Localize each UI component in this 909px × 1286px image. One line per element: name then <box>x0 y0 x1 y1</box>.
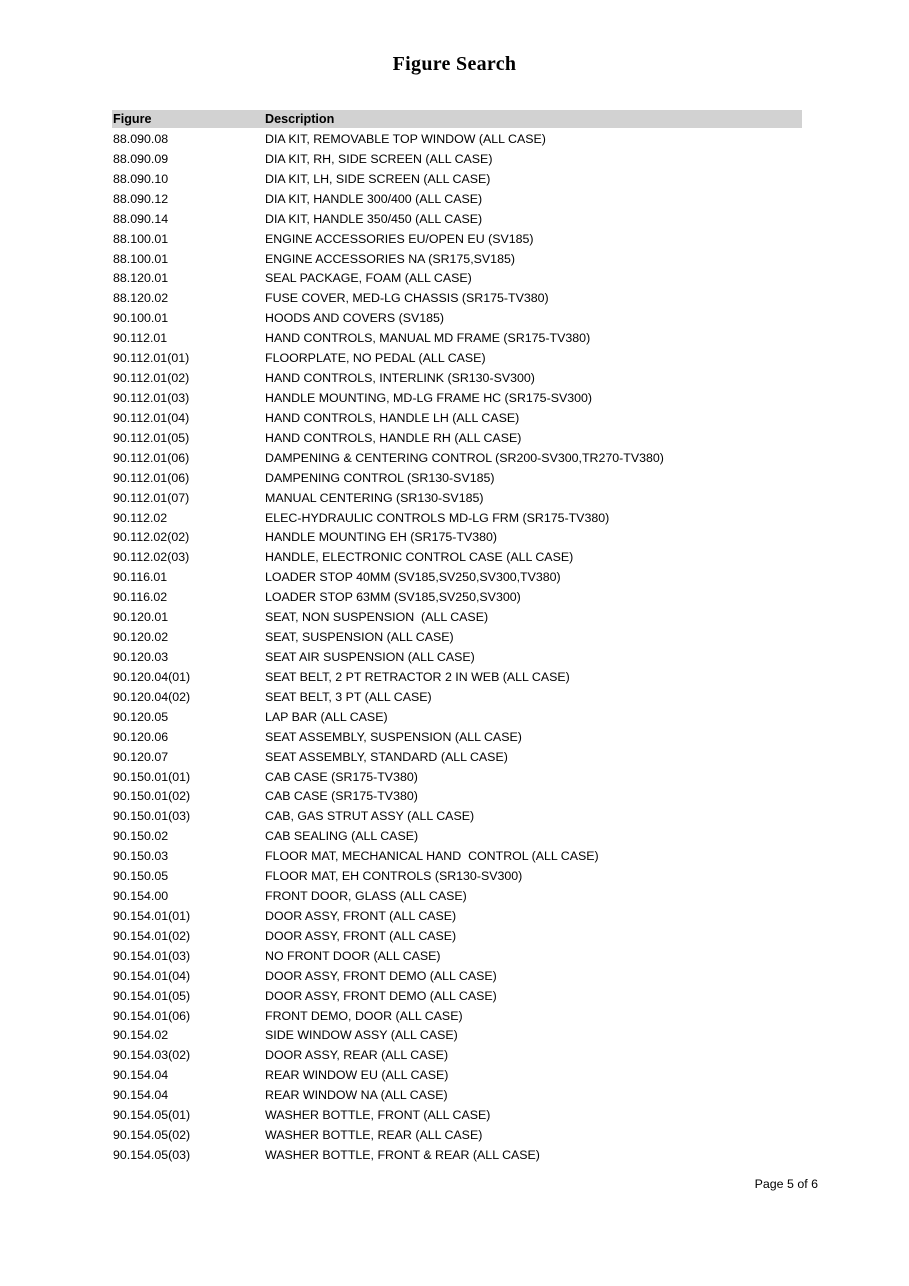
table-row[interactable] <box>112 887 802 907</box>
cell-figure[interactable]: 90.120.04(02) <box>113 689 191 704</box>
table-row[interactable] <box>112 668 802 688</box>
cell-description[interactable]: HAND CONTROLS, INTERLINK (SR130-SV300) <box>265 371 535 386</box>
table-row[interactable] <box>112 927 802 947</box>
cell-description[interactable]: HANDLE MOUNTING, MD-LG FRAME HC (SR175-SV300) <box>265 390 593 405</box>
table-row[interactable] <box>112 1106 802 1126</box>
cell-description[interactable]: SEAT, NON SUSPENSION (ALL CASE) <box>265 610 489 625</box>
cell-description[interactable]: LOADER STOP 40MM (SV185,SV250,SV300,TV380) <box>265 570 561 585</box>
cell-figure[interactable]: 90.112.01(02) <box>113 371 190 386</box>
cell-description[interactable]: DIA KIT, REMOVABLE TOP WINDOW (ALL CASE) <box>265 132 546 146</box>
table-row[interactable] <box>112 190 802 210</box>
cell-description[interactable]: SEAT BELT, 2 PT RETRACTOR 2 IN WEB (ALL CASE) <box>265 669 570 684</box>
cell-description[interactable]: SEAT, SUSPENSION (ALL CASE) <box>265 630 454 645</box>
table-row[interactable] <box>112 947 802 967</box>
cell-figure[interactable]: 90.154.01(02) <box>113 928 191 943</box>
cell-figure[interactable]: 90.150.01(02) <box>113 789 191 804</box>
cell-description[interactable]: HANDLE, ELECTRONIC CONTROL CASE (ALL CASE) <box>265 550 574 565</box>
table-row[interactable] <box>112 449 802 469</box>
cell-figure[interactable]: 90.116.02 <box>113 590 168 605</box>
table-row[interactable] <box>112 568 802 588</box>
cell-figure[interactable]: 88.120.01 <box>113 271 169 286</box>
cell-description[interactable]: CAB CASE (SR175-TV380) <box>265 789 418 804</box>
table-row[interactable] <box>112 250 802 270</box>
cell-figure[interactable]: 88.090.14 <box>113 211 169 226</box>
cell-figure[interactable]: 90.112.01 <box>113 331 168 346</box>
table-row[interactable] <box>112 469 802 489</box>
cell-figure[interactable]: 90.154.04 <box>113 1088 169 1103</box>
cell-description[interactable]: FLOOR MAT, EH CONTROLS (SR130-SV300) <box>265 869 523 884</box>
cell-description[interactable]: HAND CONTROLS, HANDLE LH (ALL CASE) <box>265 410 520 425</box>
cell-figure[interactable]: 90.150.03 <box>113 849 169 864</box>
cell-figure[interactable]: 90.154.01(01) <box>113 908 191 923</box>
cell-figure[interactable]: 90.120.07 <box>113 749 169 764</box>
table-header <box>112 110 802 128</box>
table-row[interactable] <box>112 827 802 847</box>
cell-description[interactable]: LAP BAR (ALL CASE) <box>265 709 388 724</box>
table-body <box>112 128 802 1166</box>
cell-figure[interactable]: 88.090.10 <box>113 171 169 186</box>
table-row[interactable] <box>112 489 802 509</box>
table-row[interactable] <box>112 528 802 548</box>
table-row[interactable] <box>112 907 802 927</box>
cell-figure[interactable]: 90.116.01 <box>113 570 168 585</box>
table-row[interactable] <box>112 608 802 628</box>
cell-description[interactable]: DIA KIT, HANDLE 350/450 (ALL CASE) <box>265 211 483 226</box>
table-row[interactable] <box>112 349 802 369</box>
table-row[interactable] <box>112 269 802 289</box>
cell-figure[interactable]: 90.120.06 <box>113 729 169 744</box>
table-row[interactable] <box>112 509 802 529</box>
cell-description[interactable]: WASHER BOTTLE, FRONT & REAR (ALL CASE) <box>265 1148 540 1163</box>
table-row[interactable] <box>112 708 802 728</box>
cell-figure[interactable]: 90.112.01(06) <box>113 450 190 465</box>
cell-description[interactable]: CAB CASE (SR175-TV380) <box>265 769 418 784</box>
cell-description[interactable]: REAR WINDOW EU (ALL CASE) <box>265 1068 449 1083</box>
cell-figure[interactable]: 88.090.08 <box>113 132 169 146</box>
cell-description[interactable]: DAMPENING CONTROL (SR130-SV185) <box>265 470 495 485</box>
table-row[interactable] <box>112 1086 802 1106</box>
cell-description[interactable]: HAND CONTROLS, HANDLE RH (ALL CASE) <box>265 430 522 445</box>
cell-figure[interactable]: 90.100.01 <box>113 311 169 326</box>
cell-description[interactable]: ELEC-HYDRAULIC CONTROLS MD-LG FRM (SR175-TV380) <box>265 510 610 525</box>
cell-figure[interactable]: 90.154.03(02) <box>113 1048 191 1063</box>
table-row[interactable] <box>112 1146 802 1166</box>
cell-description[interactable]: DOOR ASSY, FRONT DEMO (ALL CASE) <box>265 988 497 1003</box>
cell-description[interactable]: DIA KIT, LH, SIDE SCREEN (ALL CASE) <box>265 171 491 186</box>
cell-description[interactable]: DOOR ASSY, REAR (ALL CASE) <box>265 1048 449 1063</box>
page-title: Figure Search <box>392 53 517 75</box>
cell-description[interactable]: REAR WINDOW NA (ALL CASE) <box>265 1088 448 1103</box>
cell-figure[interactable]: 90.112.01(07) <box>113 490 190 505</box>
column-header-figure[interactable]: Figure <box>113 112 152 126</box>
cell-figure[interactable]: 90.112.01(06) <box>113 470 190 485</box>
cell-figure[interactable]: 88.100.01 <box>113 231 169 246</box>
cell-figure[interactable]: 90.154.04 <box>113 1068 169 1083</box>
cell-description[interactable]: DOOR ASSY, FRONT DEMO (ALL CASE) <box>265 968 497 983</box>
cell-description[interactable]: FLOOR MAT, MECHANICAL HAND CONTROL (ALL CASE) <box>265 849 599 864</box>
table-row[interactable] <box>112 807 802 827</box>
table-row[interactable] <box>112 1007 802 1027</box>
cell-description[interactable]: SEAT ASSEMBLY, SUSPENSION (ALL CASE) <box>265 729 522 744</box>
table-row[interactable] <box>112 867 802 887</box>
table-row[interactable] <box>112 309 802 329</box>
cell-figure[interactable]: 90.154.00 <box>113 889 169 904</box>
cell-description[interactable]: CAB, GAS STRUT ASSY (ALL CASE) <box>265 809 475 824</box>
table-row[interactable] <box>112 429 802 449</box>
cell-description[interactable]: CAB SEALING (ALL CASE) <box>265 829 419 844</box>
table-row[interactable] <box>112 230 802 250</box>
table-row[interactable] <box>112 987 802 1007</box>
cell-description[interactable]: WASHER BOTTLE, FRONT (ALL CASE) <box>265 1108 491 1123</box>
cell-description[interactable]: SEAT ASSEMBLY, STANDARD (ALL CASE) <box>265 749 508 764</box>
cell-figure[interactable]: 90.154.01(06) <box>113 1008 191 1023</box>
cell-description[interactable]: MANUAL CENTERING (SR130-SV185) <box>265 490 484 505</box>
table-row[interactable] <box>112 548 802 568</box>
table-row[interactable] <box>112 289 802 309</box>
cell-figure[interactable]: 90.150.02 <box>113 829 169 844</box>
cell-figure[interactable]: 90.120.01 <box>113 610 169 625</box>
table-row[interactable] <box>112 628 802 648</box>
cell-figure[interactable]: 90.154.05(01) <box>113 1108 191 1123</box>
table-row[interactable] <box>112 1066 802 1086</box>
cell-figure[interactable]: 90.150.01(03) <box>113 809 191 824</box>
table-row[interactable] <box>112 728 802 748</box>
table-row[interactable] <box>112 768 802 788</box>
cell-figure[interactable]: 90.120.05 <box>113 709 169 724</box>
cell-description[interactable]: HANDLE MOUNTING EH (SR175-TV380) <box>265 530 498 545</box>
cell-figure[interactable]: 90.154.05(03) <box>113 1148 191 1163</box>
cell-figure[interactable]: 90.120.03 <box>113 649 169 664</box>
cell-description[interactable]: DAMPENING & CENTERING CONTROL (SR200-SV300,TR270-TV380) <box>265 450 664 465</box>
cell-figure[interactable]: 90.150.01(01) <box>113 769 191 784</box>
cell-figure[interactable]: 90.112.02 <box>113 510 168 525</box>
cell-description[interactable]: FRONT DEMO, DOOR (ALL CASE) <box>265 1008 463 1023</box>
cell-figure[interactable]: 90.112.01(05) <box>113 430 190 445</box>
table-row[interactable] <box>112 1026 802 1046</box>
figure-search-table <box>112 110 802 1166</box>
table-row[interactable] <box>112 150 802 170</box>
cell-figure[interactable]: 90.112.02(02) <box>113 530 190 545</box>
cell-figure[interactable]: 90.112.02(03) <box>113 550 190 565</box>
cell-description[interactable]: SIDE WINDOW ASSY (ALL CASE) <box>265 1028 458 1043</box>
cell-description[interactable]: ENGINE ACCESSORIES EU/OPEN EU (SV185) <box>265 231 534 246</box>
table-row[interactable] <box>112 748 802 768</box>
cell-figure[interactable]: 90.154.05(02) <box>113 1128 191 1143</box>
cell-description[interactable]: HAND CONTROLS, MANUAL MD FRAME (SR175-TV380) <box>265 331 591 346</box>
cell-figure[interactable]: 90.154.01(05) <box>113 988 191 1003</box>
column-header-description[interactable]: Description <box>265 112 335 126</box>
table-row[interactable] <box>112 389 802 409</box>
table-row[interactable] <box>112 329 802 349</box>
cell-description[interactable]: SEAT AIR SUSPENSION (ALL CASE) <box>265 649 475 664</box>
cell-figure[interactable]: 90.154.02 <box>113 1028 169 1043</box>
cell-figure[interactable]: 88.100.01 <box>113 251 169 266</box>
cell-figure[interactable]: 90.112.01(04) <box>113 410 190 425</box>
cell-description[interactable]: ENGINE ACCESSORIES NA (SR175,SV185) <box>265 251 515 266</box>
table-row[interactable] <box>112 787 802 807</box>
page-footer: Page 5 of 6 <box>754 1177 818 1191</box>
cell-figure[interactable]: 90.120.02 <box>113 630 169 645</box>
table-row[interactable] <box>112 648 802 668</box>
cell-description[interactable]: FUSE COVER, MED-LG CHASSIS (SR175-TV380) <box>265 291 549 306</box>
cell-description[interactable]: DIA KIT, RH, SIDE SCREEN (ALL CASE) <box>265 151 493 166</box>
cell-description[interactable]: WASHER BOTTLE, REAR (ALL CASE) <box>265 1128 483 1143</box>
cell-figure[interactable]: 88.090.09 <box>113 151 169 166</box>
cell-description[interactable]: DOOR ASSY, FRONT (ALL CASE) <box>265 928 457 943</box>
cell-description[interactable]: FLOORPLATE, NO PEDAL (ALL CASE) <box>265 351 486 366</box>
table-row[interactable] <box>112 967 802 987</box>
cell-description[interactable]: SEAT BELT, 3 PT (ALL CASE) <box>265 689 432 704</box>
table-header-row <box>112 110 802 128</box>
cell-description[interactable]: NO FRONT DOOR (ALL CASE) <box>265 948 441 963</box>
cell-description[interactable]: HOODS AND COVERS (SV185) <box>265 311 445 326</box>
table-row[interactable] <box>112 847 802 867</box>
table-row[interactable] <box>112 128 802 150</box>
cell-figure[interactable]: 90.120.04(01) <box>113 669 191 684</box>
cell-description[interactable]: FRONT DOOR, GLASS (ALL CASE) <box>265 889 467 904</box>
cell-figure[interactable]: 90.112.01(03) <box>113 390 190 405</box>
cell-figure[interactable]: 90.112.01(01) <box>113 351 190 366</box>
cell-figure[interactable]: 88.090.12 <box>113 191 169 206</box>
table-row[interactable] <box>112 369 802 389</box>
table-row[interactable] <box>112 170 802 190</box>
cell-figure[interactable]: 90.154.01(04) <box>113 968 191 983</box>
table-row[interactable] <box>112 588 802 608</box>
table-row[interactable] <box>112 1126 802 1146</box>
cell-description[interactable]: SEAL PACKAGE, FOAM (ALL CASE) <box>265 271 472 286</box>
cell-figure[interactable]: 90.154.01(03) <box>113 948 191 963</box>
table-row[interactable] <box>112 1046 802 1066</box>
cell-description[interactable]: LOADER STOP 63MM (SV185,SV250,SV300) <box>265 590 521 605</box>
table-row[interactable] <box>112 409 802 429</box>
cell-description[interactable]: DOOR ASSY, FRONT (ALL CASE) <box>265 908 457 923</box>
table-row[interactable] <box>112 210 802 230</box>
cell-description[interactable]: DIA KIT, HANDLE 300/400 (ALL CASE) <box>265 191 483 206</box>
cell-figure[interactable]: 90.150.05 <box>113 869 169 884</box>
table-row[interactable] <box>112 688 802 708</box>
cell-figure[interactable]: 88.120.02 <box>113 291 169 306</box>
